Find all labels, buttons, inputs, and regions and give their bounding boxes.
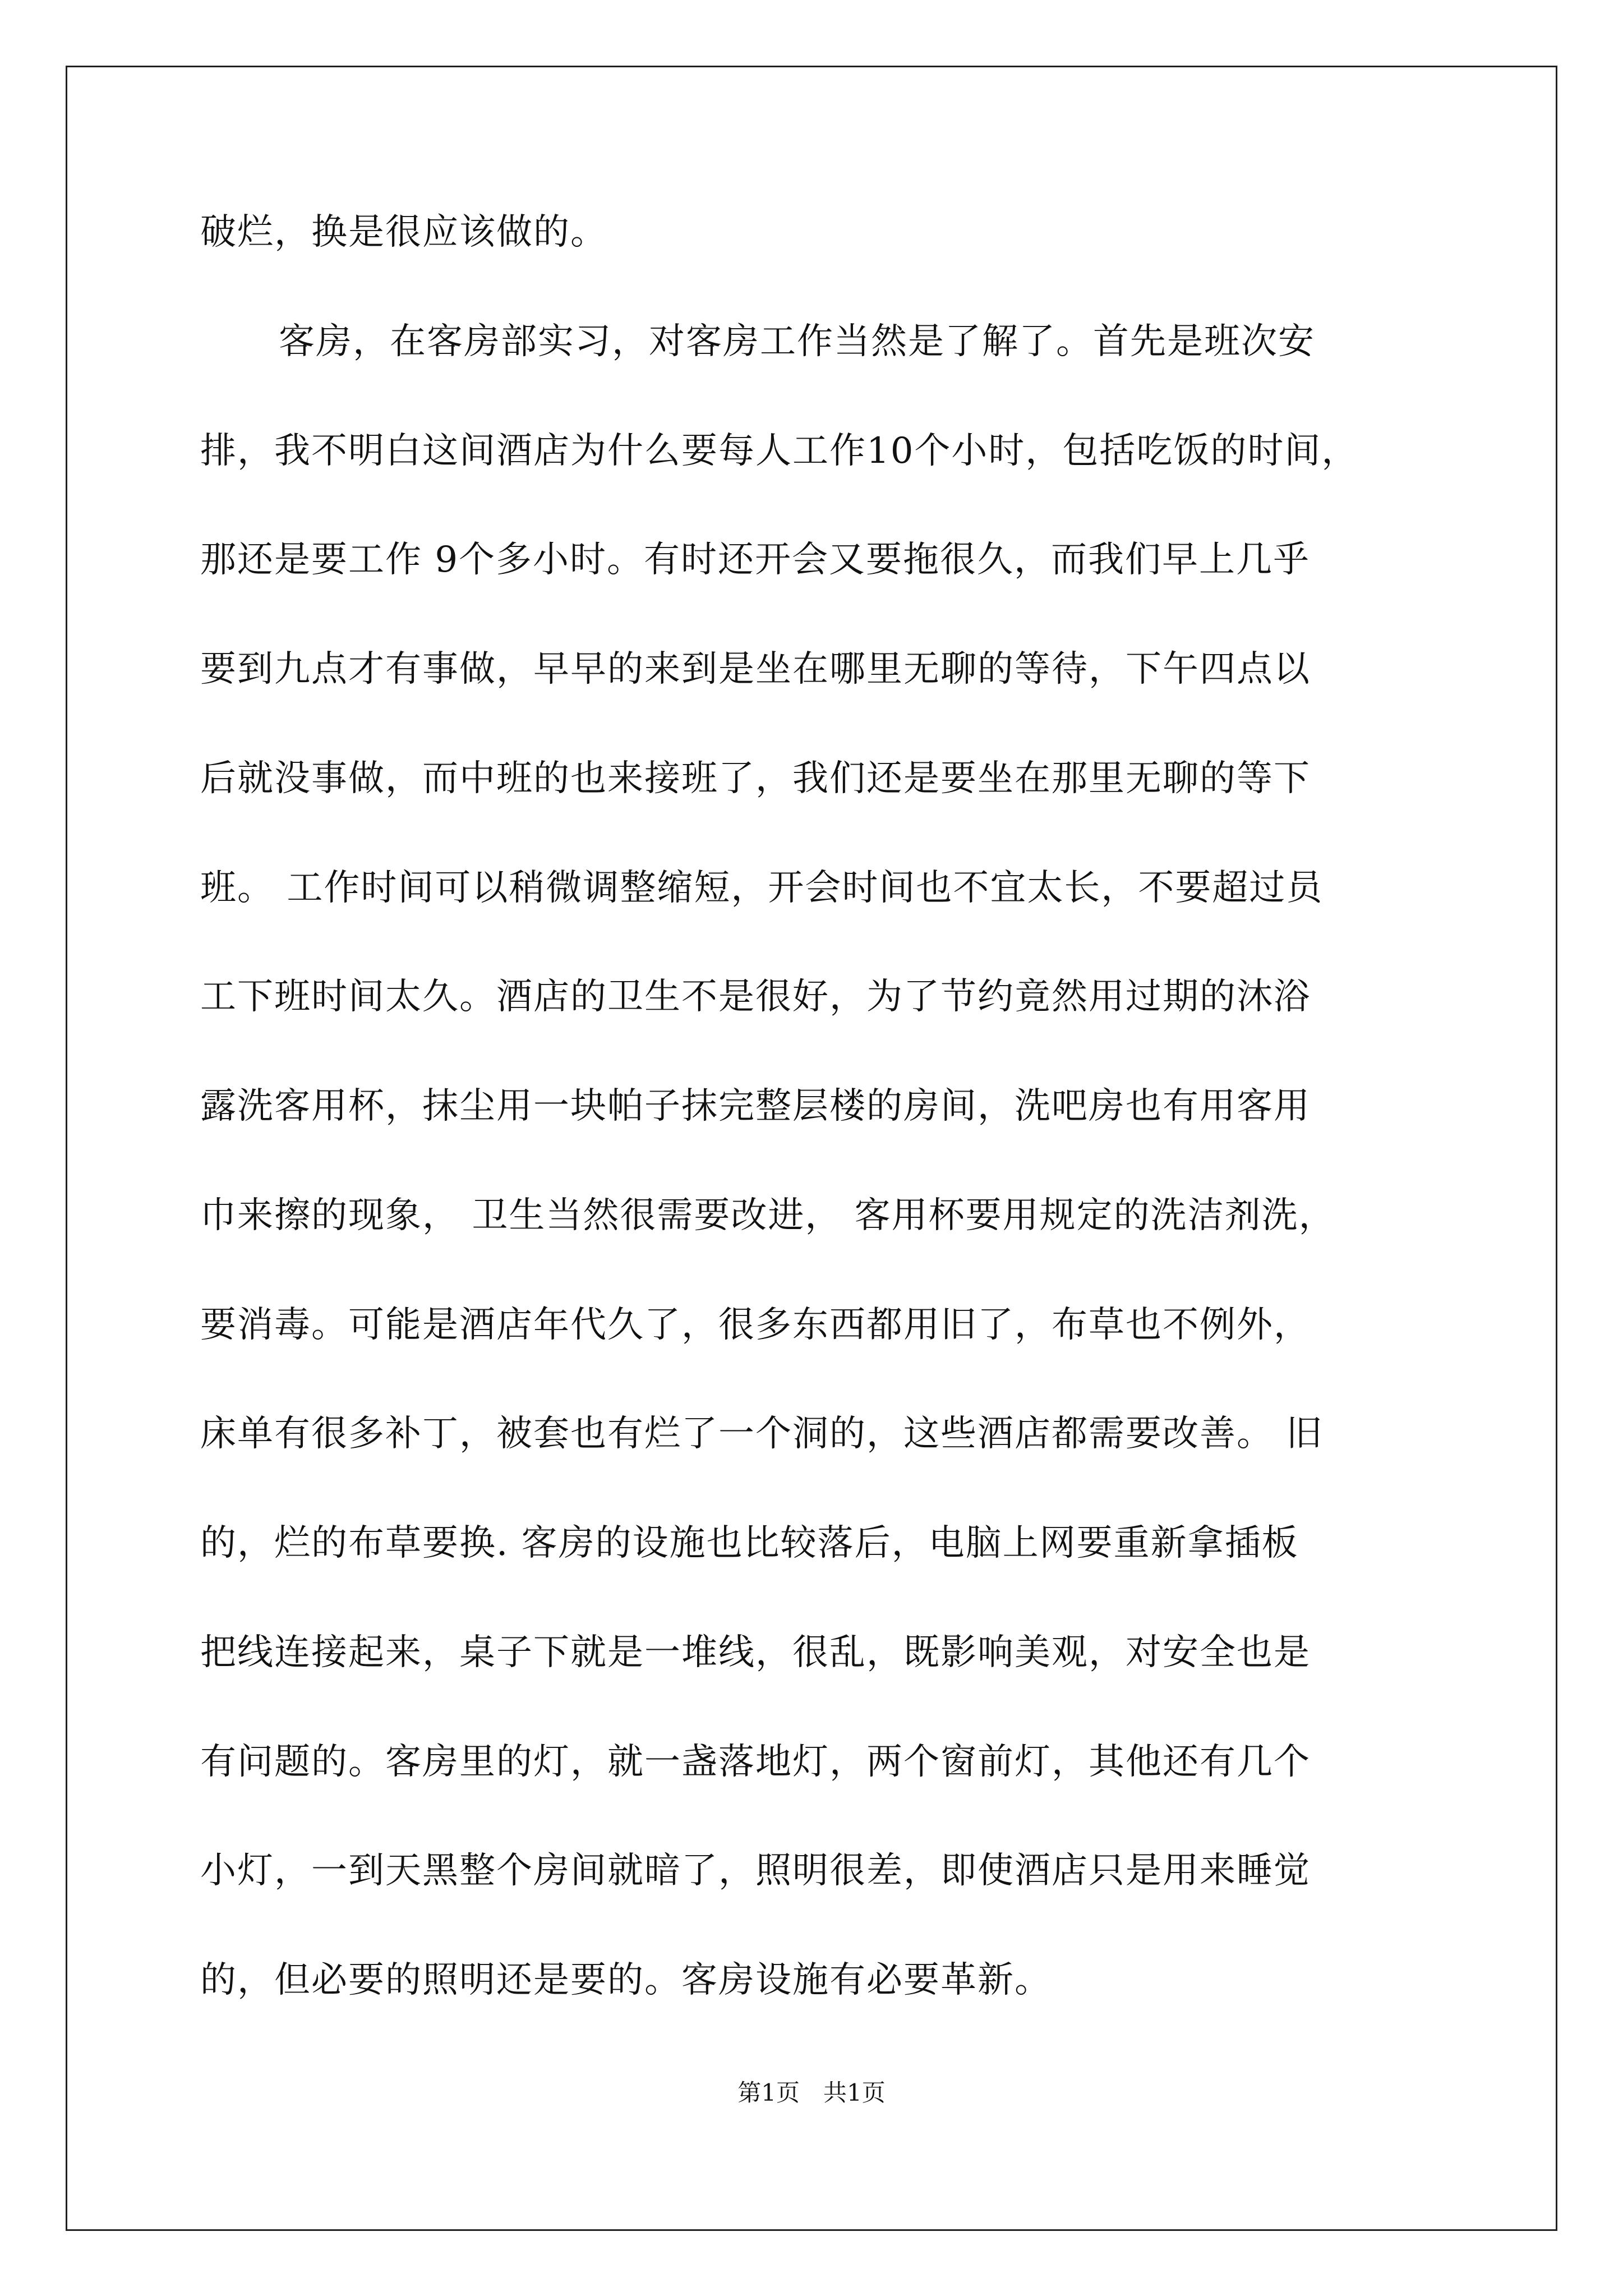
paragraph-line: 班。 工作时间可以稍微调整缩短，开会时间也不宜太长，不要超过员	[200, 867, 1324, 909]
paragraph-line: 露洗客用杯，抹尘用一块帕子抹完整层楼的房间，洗吧房也有用客用	[200, 1085, 1311, 1127]
paragraph-line: 的，但必要的照明还是要的。客房设施有必要革新。	[200, 1959, 1052, 2001]
paragraph-line: 破烂，换是很应该做的。	[200, 211, 607, 253]
page-number: 第1页 共1页	[737, 2079, 886, 2106]
page-border	[66, 66, 1557, 2231]
paragraph-line: 巾来擦的现象， 卫生当然很需要改进， 客用杯要用规定的洗洁剂洗，	[200, 1195, 1336, 1236]
paragraph-line: 有问题的。客房里的灯，就一盏落地灯，两个窗前灯，其他还有几个	[200, 1741, 1311, 1783]
paragraph-line: 要消毒。可能是酒店年代久了，很多东西都用旧了，布草也不例外，	[200, 1304, 1311, 1346]
paragraph-line: 工下班时间太久。酒店的卫生不是很好，为了节约竟然用过期的沐浴	[200, 976, 1311, 1018]
paragraph-line: 小灯，一到天黑整个房间就暗了，照明很差，即使酒店只是用来睡觉	[200, 1850, 1311, 1892]
paragraph-line: 把线连接起来，桌子下就是一堆线，很乱，既影响美观，对安全也是	[200, 1632, 1311, 1673]
paragraph-line: 要到九点才有事做，早早的来到是坐在哪里无聊的等待，下午四点以	[200, 648, 1311, 690]
paragraph-line: 后就没事做，而中班的也来接班了，我们还是要坐在那里无聊的等下	[200, 758, 1311, 799]
paragraph-line: 那还是要工作 9个多小时。有时还开会又要拖很久，而我们早上几乎	[200, 539, 1311, 581]
paragraph-line: 客房，在客房部实习，对客房工作当然是了解了。首先是班次安	[279, 321, 1315, 362]
paragraph-line: 床单有很多补丁，被套也有烂了一个洞的，这些酒店都需要改善。 旧	[200, 1413, 1324, 1455]
paragraph-line: 的，烂的布草要换. 客房的设施也比较落后，电脑上网要重新拿插板	[200, 1522, 1299, 1564]
paragraph-line: 排，我不明白这间酒店为什么要每人工作10个小时，包括吃饭的时间，	[200, 430, 1359, 472]
